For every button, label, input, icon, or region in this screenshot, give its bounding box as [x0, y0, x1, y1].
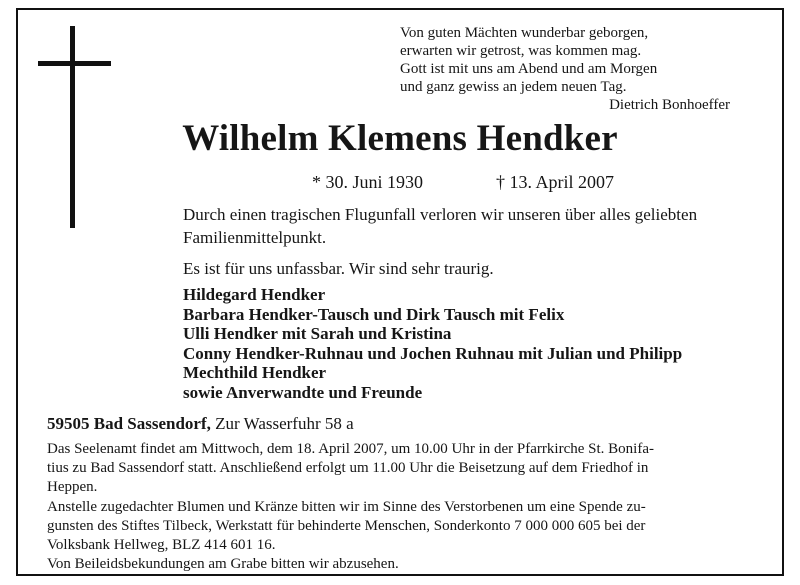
- intro-paragraph-2: Es ist für uns unfassbar. Wir sind sehr traurig.: [183, 259, 494, 278]
- notice-line: Anstelle zugedachter Blumen und Kränze bitten wir im Sinne des Verstorbenen um eine Spende zu-: [47, 499, 646, 515]
- donation-notice: [47, 498, 777, 555]
- notice-line: tius zu Bad Sassendorf statt. Anschließend erfolgt um 11.00 Uhr die Beisetzung auf dem Friedhof in: [47, 460, 649, 476]
- deceased-name: Wilhelm Klemens Hendker: [182, 118, 618, 159]
- notice-line: Volksbank Hellweg, BLZ 414 601 16.: [47, 537, 276, 553]
- service-notice: [47, 440, 777, 497]
- family-member: Conny Hendker-Ruhnau und Jochen Ruhnau mit Julian und Philipp: [183, 343, 683, 363]
- poem-line: und ganz gewiss an jedem neuen Tag.: [400, 79, 627, 95]
- family-member: Mechthild Hendker: [183, 363, 327, 383]
- address-street: Zur Wasserfuhr 58 a: [215, 414, 354, 433]
- family-member: sowie Anverwandte und Freunde: [183, 382, 423, 402]
- notice-line: Das Seelenamt findet am Mittwoch, dem 18. April 2007, um 10.00 Uhr in der Pfarrkirche St. Bonifa-: [47, 441, 654, 457]
- notice-line: gunsten des Stiftes Tilbeck, Werkstatt für behinderte Menschen, Sonderkonto 7 000 000 605 bei der: [47, 518, 646, 534]
- poem-line: erwarten wir getrost, was kommen mag.: [400, 43, 642, 59]
- condolence-notice: Von Beileidsbekundungen am Grabe bitten wir abzusehen.: [47, 556, 399, 572]
- poem-line: Von guten Mächten wunderbar geborgen,: [400, 25, 649, 41]
- birth-date: * 30. Juni 1930: [312, 172, 424, 192]
- notice-line: Heppen.: [47, 479, 98, 495]
- address-city: 59505 Bad Sassendorf,: [47, 414, 211, 433]
- intro-paragraph: Durch einen tragischen Flugunfall verloren wir unseren über alles geliebten Familienmittelpunkt.: [183, 205, 698, 247]
- poem-line: Gott ist mit uns am Abend und am Morgen: [400, 61, 658, 77]
- family-list: [183, 285, 783, 403]
- mourning-address: [47, 413, 354, 435]
- family-member: Barbara Hendker-Tausch und Dirk Tausch mit Felix: [183, 304, 565, 324]
- bonhoeffer-poem: [400, 24, 740, 114]
- poem-author: Dietrich Bonhoeffer: [609, 97, 730, 113]
- cross-icon-crossbar: [38, 61, 111, 66]
- family-member: Hildegard Hendker: [183, 285, 326, 304]
- death-date: † 13. April 2007: [496, 172, 615, 192]
- family-member: Ulli Hendker mit Sarah und Kristina: [183, 324, 452, 344]
